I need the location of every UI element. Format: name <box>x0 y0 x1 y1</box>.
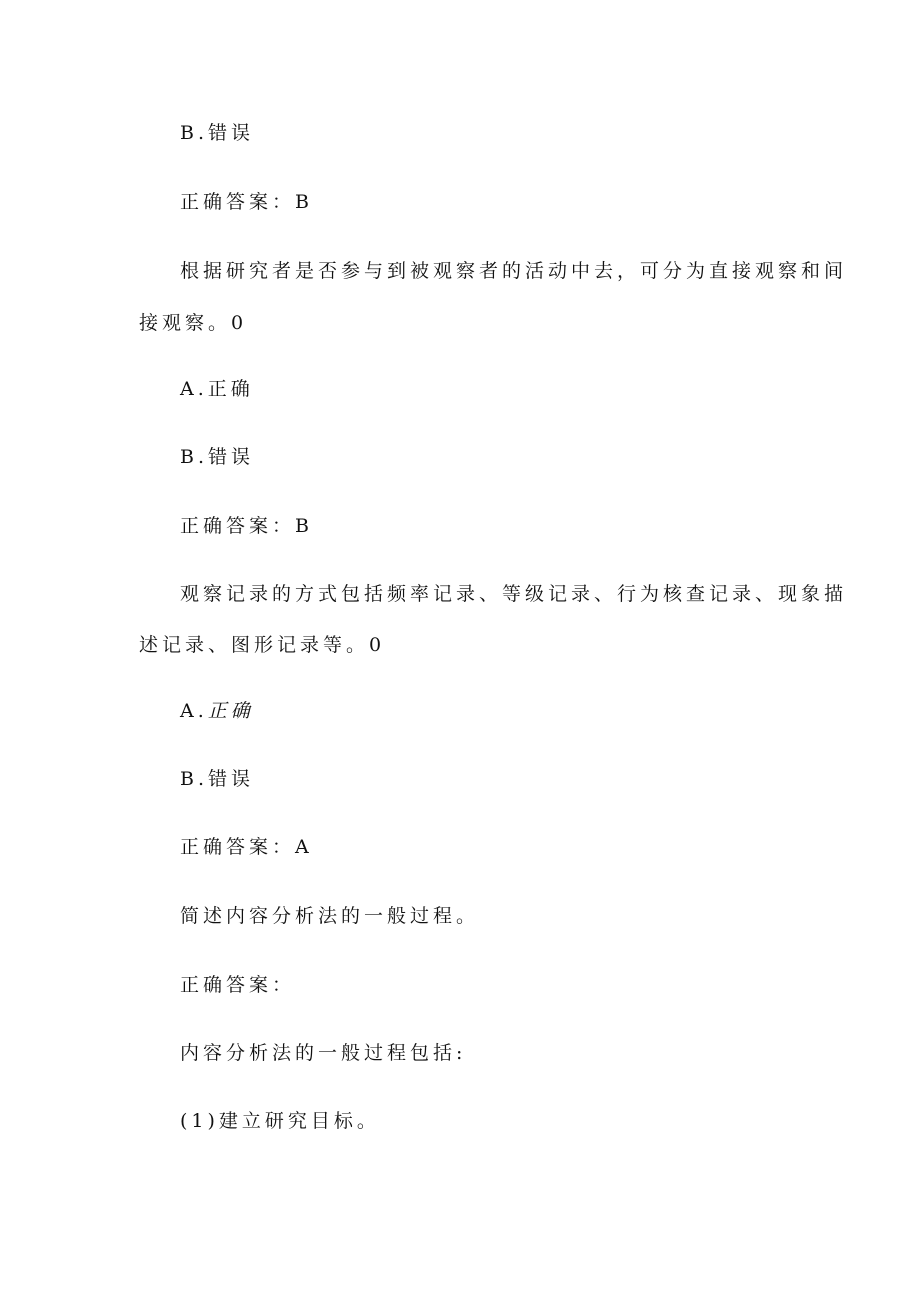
option-b-q1: B.错误 <box>180 122 255 144</box>
option-b-q2: B.错误 <box>180 446 255 468</box>
question-4: 简述内容分析法的一般过程。 <box>180 905 480 927</box>
option-a-q3 <box>180 698 254 724</box>
answer-q2: 正确答案：B <box>180 515 313 537</box>
question-2-line-2: 接观察。0 <box>139 312 248 334</box>
option-a-q2: A.正确 <box>180 378 254 400</box>
question-3-line-2: 述记录、图形记录等。0 <box>139 634 386 656</box>
answer-q3: 正确答案：A <box>180 836 313 858</box>
answer-q4-step-1: (1)建立研究目标。 <box>180 1110 380 1132</box>
answer-q1: 正确答案：B <box>180 191 313 213</box>
option-a-q3-letter: A. <box>180 700 208 722</box>
question-3-line-1: 观察记录的方式包括频率记录、等级记录、行为核查记录、现象描 <box>180 583 848 605</box>
question-2-line-1: 根据研究者是否参与到被观察者的活动中去，可分为直接观察和间 <box>180 260 848 282</box>
answer-q4-intro: 内容分析法的一般过程包括: <box>180 1042 467 1064</box>
answer-q4-label: 正确答案： <box>180 974 296 996</box>
option-b-q3: B.错误 <box>180 768 255 790</box>
option-a-q3-text: 正确 <box>207 700 254 722</box>
